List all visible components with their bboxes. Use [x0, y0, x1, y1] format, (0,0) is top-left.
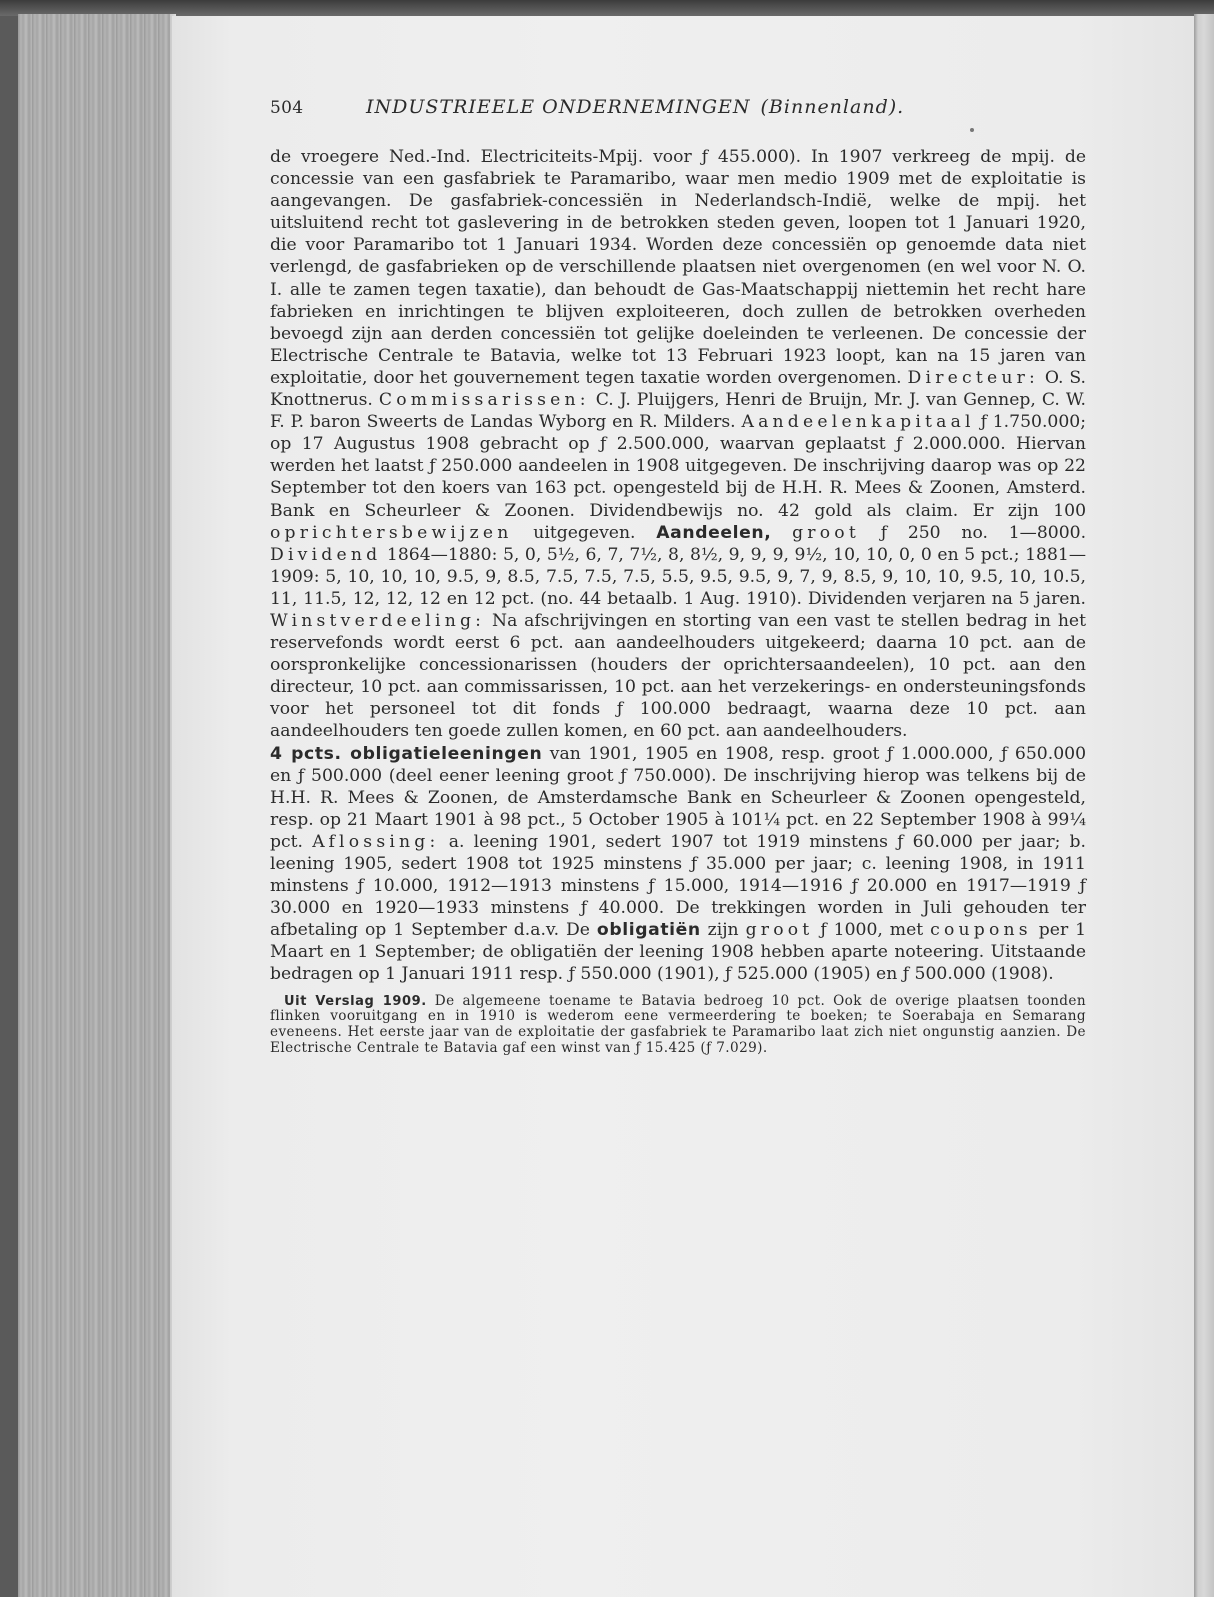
kapitaal-value: ƒ 1.750.000; op 17 Augustus 1908 gebracht op ƒ 2.500.000, waarvan geplaatst ƒ 2.000.000. Hiervan werden het laatst ƒ 250.000 aandeelen in 1908 uitgegeven. De inschrijving daarop was op 22 September tot den koers van 163 pct. opengesteld bij de H.H. R. Mees & Zoonen, Amsterd. Bank en Scheurleer & Zoonen. Dividendbewijs no. 42 gold als claim. Er zijn 100 [270, 412, 1086, 521]
book-right-edge [1194, 14, 1214, 1597]
coupons-value: per 1 Maart en 1 September; de obligatiën der leening 1908 hebben aparte noteering. Uitstaande bedragen op 1 Januari 1911 resp. ƒ 550.000 (1901), ƒ 525.000 (1905) en ƒ 500.000 (1908). [270, 920, 1087, 985]
body-text [270, 146, 1086, 986]
note-heading: Uit Verslag 1909. [284, 993, 427, 1009]
obligatieleeningen-value: van 1901, 1905 en 1908, resp. groot ƒ 1.000.000, ƒ 650.000 en ƒ 500.000 (deel eener leening groot ƒ 750.000). De inschrijving hierop was telkens bij de H.H. R. Mees & Zoonen, de Amsterdamsche Bank en Scheurleer & Zoonen opengesteld, resp. op 21 Maart 1901 à 98 pct., 5 October 1905 à 101¼ pct. en 22 September 1908 à 99¼ pct. [270, 743, 1087, 852]
obligatien-amount: ƒ 1000, met [820, 920, 924, 941]
coupons-label: coupons [930, 920, 1032, 941]
obligatieleeningen-heading: 4 pcts. obligatieleeningen [270, 743, 543, 764]
print-speck [970, 128, 974, 132]
page-number: 504 [270, 98, 304, 118]
obligatien-groot-label: groot [745, 920, 814, 941]
body-paragraph [270, 146, 1086, 986]
page-subtitle: (Binnenland). [760, 96, 905, 118]
scan-top-shadow [0, 0, 1214, 16]
oprichtersbewijzen-value: uitgegeven. [533, 522, 636, 543]
dividend-label: Dividend [270, 544, 382, 565]
aflossing-value: a. leening 1901, sedert 1907 tot 1919 minstens ƒ 60.000 per jaar; b. leening 1905, sedert 1908 tot 1925 minstens ƒ 35.000 per jaar; c. leening 1908, in 1911 minstens ƒ 10.000, 1912—1913 minstens ƒ 15.000, 1914—1916 ƒ 20.000 en 1917—1919 ƒ 30.000 en 1920—1933 minstens ƒ 40.000. De trekkingen worden in Juli gehouden ter afbetaling op 1 September d.a.v. De [270, 831, 1086, 941]
obligatien-pre: zijn [707, 920, 739, 941]
page-content [270, 96, 1086, 1057]
obligatien-heading: obligatiën [596, 920, 701, 941]
running-head [270, 96, 1086, 124]
aflossing-label: Aflossing: [312, 831, 440, 852]
commissarissen-value: C. J. Pluijgers, Henri de Bruijn, Mr. J. van Gennep, C. W. F. P. baron Sweerts de Landas Wyborg en R. Milders. [270, 390, 1086, 433]
winstverdeeling-label: Winstverdeeling: [270, 610, 486, 631]
directeur-value: O. S. Knottnerus. [270, 367, 1087, 411]
verslag-note [270, 994, 1086, 1057]
directeur-label: Directeur: [907, 367, 1039, 388]
winstverdeeling-value: Na afschrijvingen en storting van een vast te stellen bedrag in het reservefonds wordt eerst 6 pct. aan aandeelhouders uitgekeerd; daarna 10 pct. aan de oorspronkelijke concessionarissen (houders der oprichtersaandeelen), 10 pct. aan den directeur, 10 pct. aan commissarissen, 10 pct. aan het verzekerings- en ondersteuningsfonds voor het personeel tot dit fonds ƒ 100.000 bedraagt, waarna deze 10 pct. aan aandeelhouders ten goede zullen komen, en 60 pct. aan aandeelhouders. [270, 610, 1086, 742]
commissarissen-label: Commissarissen: [378, 390, 590, 411]
aandeelen-value: ƒ 250 no. 1—8000. [880, 522, 1087, 543]
page-title: INDUSTRIEELE ONDERNEMINGEN [366, 96, 751, 118]
groot-label: groot [792, 522, 860, 543]
concession-text: de vroegere Ned.-Ind. Electriciteits-Mpij. voor ƒ 455.000). In 1907 verkreeg de mpij. de concessie van een gasfabriek te Paramaribo, waar men medio 1909 met de exploitatie is aangevangen. De gasfabriek-concessiën in Nederlandsch-Indië, welke de mpij. het uitsluitend recht tot gaslevering in de betrokken steden geven, loopen tot 1 Januari 1920, die voor Paramaribo tot 1 Januari 1934. Worden deze concessiën op genoemde data niet verlengd, de gasfabrieken op de verschillende plaatsen niet overgenomen (en wel voor N. O. I. alle te zamen tegen taxatie), dan behoudt de Gas-Maatschappij niettemin het recht hare fabrieken en inrichtingen te blijven exploiteeren, doch zullen de betrokken overheden bevoegd zijn aan derden concessiën tot gelijke doeleinden te verleenen. De concessie der Electrische Centrale te Batavia, welke tot 13 Februari 1923 loopt, kan na 15 jaren van exploitatie, door het gouvernement tegen taxatie worden overgenomen. [270, 147, 1086, 388]
aandeelen-heading: Aandeelen, [656, 522, 772, 543]
dividend-value: 1864—1880: 5, 0, 5½, 6, 7, 7½, 8, 8½, 9, 9, 9, 9½, 10, 10, 0, 0 en 5 pct.; 1881—1909: 5, 10, 10, 10, 9.5, 9, 8.5, 7.5, 7.5, 7.5, 5.5, 9.5, 9.5, 9, 7, 9, 8.5, 9, 10, 10, 9.5, 10, 10.5, 11, 11.5, 12, 12, 12 en 12 pct. (no. 44 betaalb. 1 Aug. 1910). Dividenden verjaren na 5 jaren. [270, 544, 1087, 609]
book-page-edges [18, 14, 172, 1597]
oprichtersbewijzen-label: oprichtersbewijzen [270, 522, 513, 543]
kapitaal-label: Aandeelenkapitaal [741, 412, 975, 433]
note-text: De algemeene toename te Batavia bedroeg 10 pct. Ook de overige plaatsen toonden flinken vooruitgang en in 1910 is wederom eene vermeerdering te boeken; te Soerabaja en Semarang eveneens. Het eerste jaar van de exploitatie der gasfabriek te Paramaribo laat zich niet ongunstig aanzien. De Electrische Centrale te Batavia gaf een winst van ƒ 15.425 (ƒ 7.029). [270, 992, 1086, 1056]
